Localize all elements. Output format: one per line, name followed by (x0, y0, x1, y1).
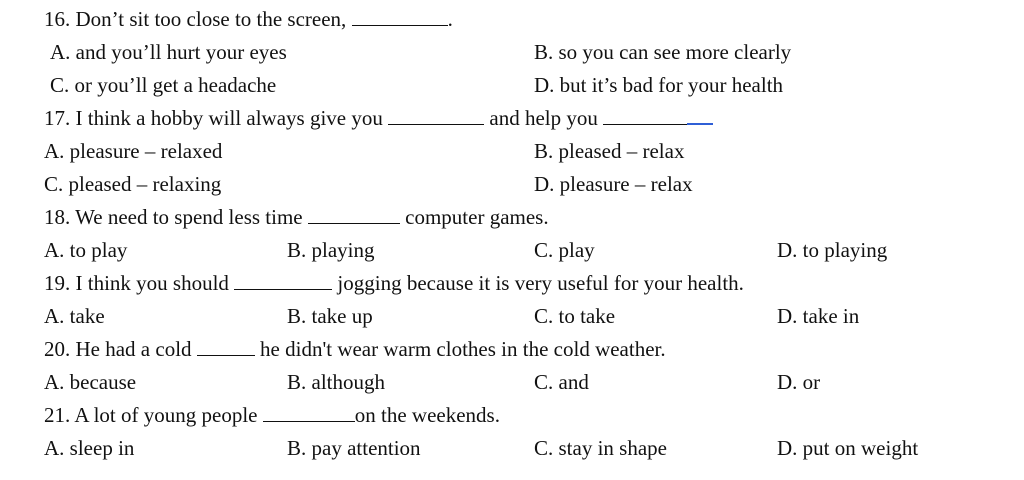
question-number: 20. (44, 337, 71, 361)
option-16-b: B. so you can see more clearly (534, 40, 792, 64)
question-stem: A lot of young people (74, 403, 263, 427)
question-stem-end: he didn't wear warm clothes in the cold weather. (254, 337, 666, 361)
option-20-c: C. and (534, 370, 589, 394)
option-20-b: B. although (287, 370, 385, 394)
option-19-a: A. take (44, 304, 105, 328)
option-18-b: B. playing (287, 238, 375, 262)
option-16-d: D. but it’s bad for your health (534, 73, 784, 97)
option-21-b: B. pay attention (287, 436, 421, 460)
question-19 (44, 270, 744, 296)
question-number: 19. (44, 271, 71, 295)
question-17 (44, 105, 713, 131)
question-21 (44, 402, 500, 428)
option-17-a: A. pleasure – relaxed (44, 139, 223, 163)
question-stem-end: computer games. (399, 205, 549, 229)
option-19-c: C. to take (534, 304, 616, 328)
answer-blank (234, 273, 332, 290)
option-18-d: D. to playing (777, 238, 888, 262)
question-stem: I think you should (75, 271, 235, 295)
option-21-d: D. put on weight (777, 436, 919, 460)
option-16-c: C. or you’ll get a headache (50, 73, 277, 97)
option-17-c: C. pleased – relaxing (44, 172, 222, 196)
option-19-b: B. take up (287, 304, 373, 328)
option-19-d: D. take in (777, 304, 860, 328)
question-stem: I think a hobby will always give you (75, 106, 389, 130)
option-18-c: C. play (534, 238, 595, 262)
question-stem-middle: and help you (484, 106, 604, 130)
question-16 (44, 6, 453, 32)
option-17-b: B. pleased – relax (534, 139, 685, 163)
answer-blank (263, 405, 355, 422)
option-21-a: A. sleep in (44, 436, 135, 460)
question-stem-end: jogging because it is very useful for your health. (332, 271, 744, 295)
question-stem-end: . (447, 7, 453, 31)
question-18 (44, 204, 549, 230)
option-20-d: D. or (777, 370, 821, 394)
option-21-c: C. stay in shape (534, 436, 667, 460)
option-17-d: D. pleasure – relax (534, 172, 693, 196)
option-16-a: A. and you’ll hurt your eyes (50, 40, 287, 64)
question-stem-end: on the weekends. (354, 403, 500, 427)
question-number: 21. (44, 403, 71, 427)
question-stem: Don’t sit too close to the screen, (75, 7, 352, 31)
question-20 (44, 336, 666, 362)
option-20-a: A. because (44, 370, 137, 394)
answer-blank (388, 108, 484, 125)
question-stem: We need to spend less time (75, 205, 308, 229)
question-number: 16. (44, 7, 71, 31)
answer-blank (603, 109, 713, 125)
question-number: 18. (44, 205, 71, 229)
question-stem: He had a cold (75, 337, 197, 361)
answer-blank (352, 9, 448, 26)
answer-blank (308, 207, 400, 224)
question-number: 17. (44, 106, 71, 130)
answer-blank (197, 339, 255, 356)
option-18-a: A. to play (44, 238, 128, 262)
